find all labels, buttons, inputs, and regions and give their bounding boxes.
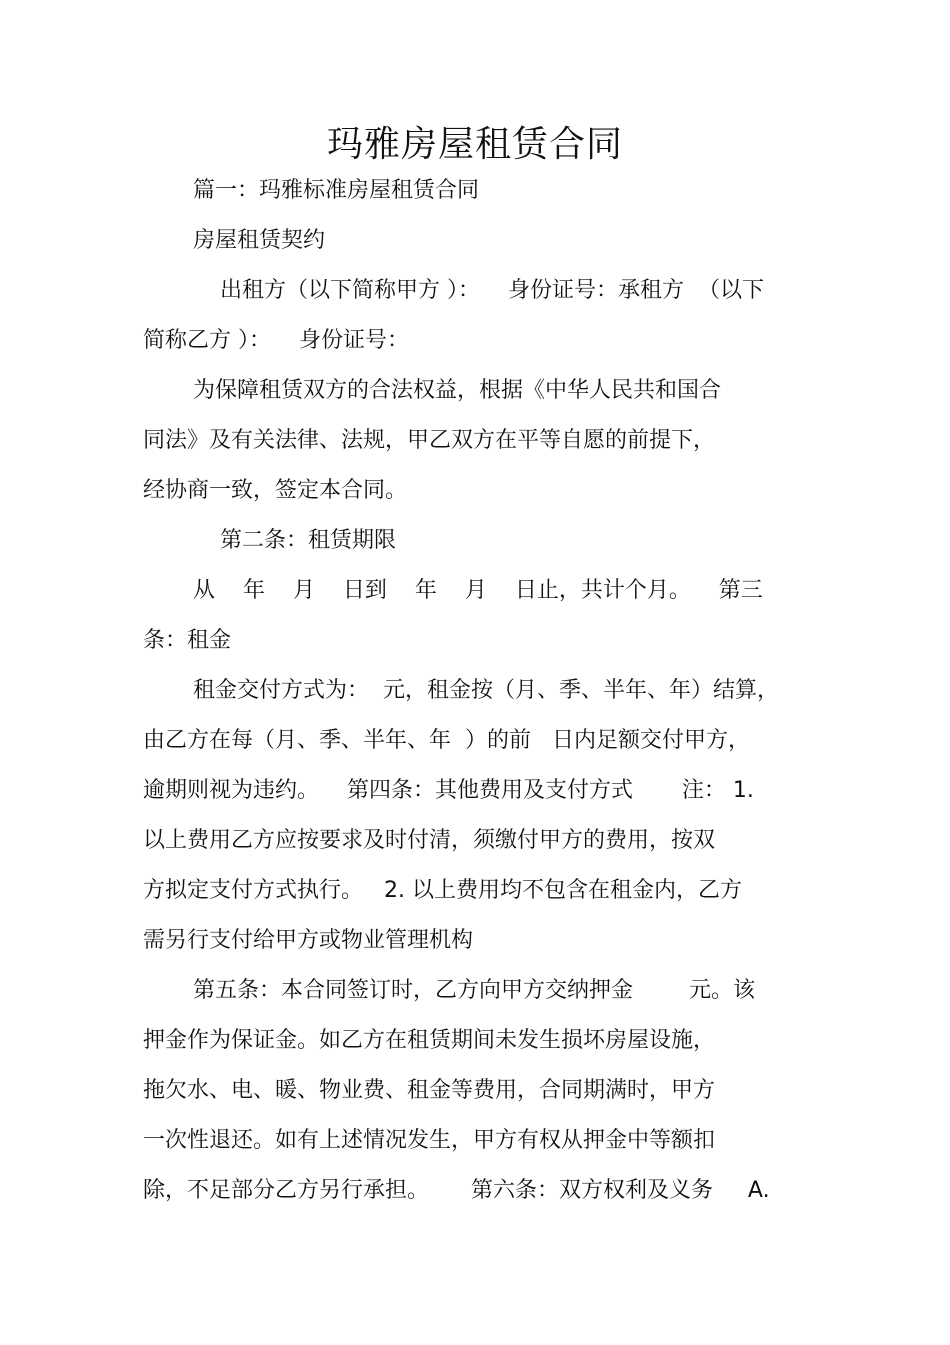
paragraph-line: 以上费用乙方应按要求及时付清，须缴付甲方的费用，按双 — [143, 828, 716, 853]
paragraph-line: 拖欠水、电、暖、物业费、租金等费用，合同期满时，甲方 — [143, 1078, 716, 1103]
paragraph-line: 出租方（以下简称甲方 ）： 身份证号：承租方 （以下 — [220, 278, 764, 303]
paragraph-line: 为保障租赁双方的合法权益，根据《中华人民共和国合 — [193, 378, 722, 403]
paragraph-line: 一次性退还。如有上述情况发生，甲方有权从押金中等额扣 — [143, 1128, 716, 1153]
document-title: 玛雅房屋租赁合同 — [326, 124, 623, 165]
paragraph-line: 租金交付方式为： 元，租金按（月、季、半年、年）结算， — [193, 678, 779, 703]
article-heading: 第二条：租赁期限 — [220, 528, 397, 553]
paragraph-line: 逾期则视为违约。 第四条：其他费用及支付方式 注： 1. — [143, 778, 754, 803]
paragraph-line: 经协商一致，签定本合同。 — [143, 478, 408, 503]
paragraph-line: 押金作为保证金。如乙方在租赁期间未发生损坏房屋设施， — [143, 1028, 716, 1053]
paragraph-line: 第五条：本合同签订时，乙方向甲方交纳押金 元。该 — [193, 978, 755, 1003]
paragraph-line: 从 年 月 日到 年 月 日止，共计个月。 第三 — [193, 578, 763, 603]
paragraph-line: 除，不足部分乙方另行承担。 第六条：双方权利及义务 A. — [143, 1178, 770, 1203]
paragraph-line: 需另行支付给甲方或物业管理机构 — [143, 928, 474, 953]
paragraph-line: 简称乙方 ）： 身份证号： — [143, 328, 409, 353]
section-heading: 篇一：玛雅标准房屋租赁合同 — [193, 178, 480, 203]
subheading: 房屋租赁契约 — [193, 228, 326, 253]
paragraph-line: 条：租金 — [143, 628, 232, 653]
paragraph-line: 由乙方在每（月、季、半年、年 ）的前 日内足额交付甲方， — [143, 728, 750, 753]
paragraph-line: 方拟定支付方式执行。 2. 以上费用均不包含在租金内，乙方 — [143, 878, 742, 903]
paragraph-line: 同法》及有关法律、法规，甲乙双方在平等自愿的前提下， — [143, 428, 716, 453]
